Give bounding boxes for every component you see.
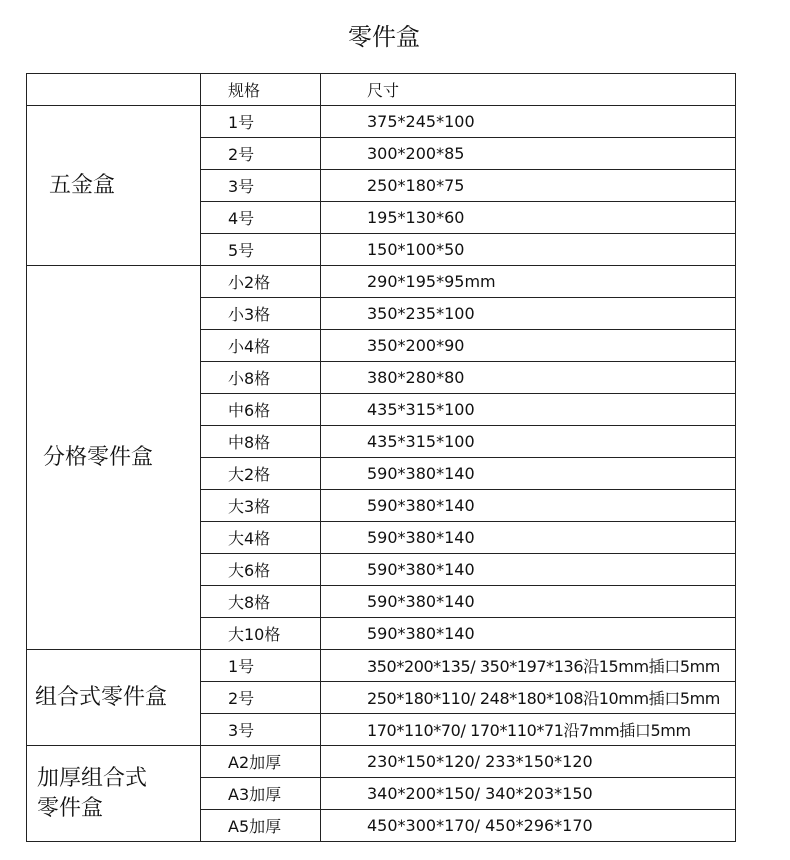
size-cell: 435*315*100 — [321, 426, 736, 458]
size-cell: 350*200*90 — [321, 330, 736, 362]
size-cell: 450*300*170/ 450*296*170 — [321, 810, 736, 842]
spec-cell: 小4格 — [201, 330, 321, 362]
size-cell: 290*195*95mm — [321, 266, 736, 298]
size-cell: 350*235*100 — [321, 298, 736, 330]
size-cell: 590*380*140 — [321, 554, 736, 586]
spec-cell: 4号 — [201, 202, 321, 234]
header-category-cell — [27, 74, 201, 106]
size-cell: 435*315*100 — [321, 394, 736, 426]
size-cell: 350*200*135/ 350*197*136沿15mm插口5mm — [321, 650, 736, 682]
size-cell: 590*380*140 — [321, 490, 736, 522]
size-cell: 590*380*140 — [321, 618, 736, 650]
spec-cell: 中8格 — [201, 426, 321, 458]
spec-cell: 小8格 — [201, 362, 321, 394]
category-thick-combination-parts-box — [27, 746, 201, 842]
spec-cell: 5号 — [201, 234, 321, 266]
spec-cell: 2号 — [201, 138, 321, 170]
spec-cell: 1号 — [201, 650, 321, 682]
table-row — [27, 746, 736, 778]
spec-cell: 3号 — [201, 714, 321, 746]
size-cell: 340*200*150/ 340*203*150 — [321, 778, 736, 810]
size-cell: 195*130*60 — [321, 202, 736, 234]
table-row — [27, 266, 736, 298]
spec-cell: A2加厚 — [201, 746, 321, 778]
spec-cell: A5加厚 — [201, 810, 321, 842]
size-cell: 150*100*50 — [321, 234, 736, 266]
size-cell: 590*380*140 — [321, 522, 736, 554]
spec-cell: 小3格 — [201, 298, 321, 330]
spec-cell: 大3格 — [201, 490, 321, 522]
category-combination-parts-box: 组合式零件盒 — [27, 650, 201, 746]
spec-cell: A3加厚 — [201, 778, 321, 810]
category-hardware-box: 五金盒 — [27, 106, 201, 266]
size-cell: 590*380*140 — [321, 586, 736, 618]
spec-cell: 小2格 — [201, 266, 321, 298]
spec-cell: 大4格 — [201, 522, 321, 554]
size-cell: 590*380*140 — [321, 458, 736, 490]
spec-cell: 3号 — [201, 170, 321, 202]
size-cell: 300*200*85 — [321, 138, 736, 170]
table-row — [27, 106, 736, 138]
size-cell: 375*245*100 — [321, 106, 736, 138]
spec-cell: 2号 — [201, 682, 321, 714]
header-size: 尺寸 — [321, 74, 736, 106]
size-cell: 230*150*120/ 233*150*120 — [321, 746, 736, 778]
spec-cell: 1号 — [201, 106, 321, 138]
table-row — [27, 650, 736, 682]
spec-cell: 大6格 — [201, 554, 321, 586]
size-cell: 380*280*80 — [321, 362, 736, 394]
size-cell: 250*180*110/ 248*180*108沿10mm插口5mm — [321, 682, 736, 714]
spec-cell: 大2格 — [201, 458, 321, 490]
category-divided-parts-box: 分格零件盒 — [27, 266, 201, 650]
page-title: 零件盒 — [348, 23, 420, 51]
header-spec: 规格 — [201, 74, 321, 106]
spec-table — [26, 73, 736, 842]
size-cell: 250*180*75 — [321, 170, 736, 202]
spec-cell: 大8格 — [201, 586, 321, 618]
category-line-1: 加厚组合式 — [37, 765, 148, 791]
size-cell: 170*110*70/ 170*110*71沿7mm插口5mm — [321, 714, 736, 746]
spec-cell: 中6格 — [201, 394, 321, 426]
category-line-2: 零件盒 — [37, 795, 104, 821]
header-row — [27, 74, 736, 106]
spec-cell: 大10格 — [201, 618, 321, 650]
